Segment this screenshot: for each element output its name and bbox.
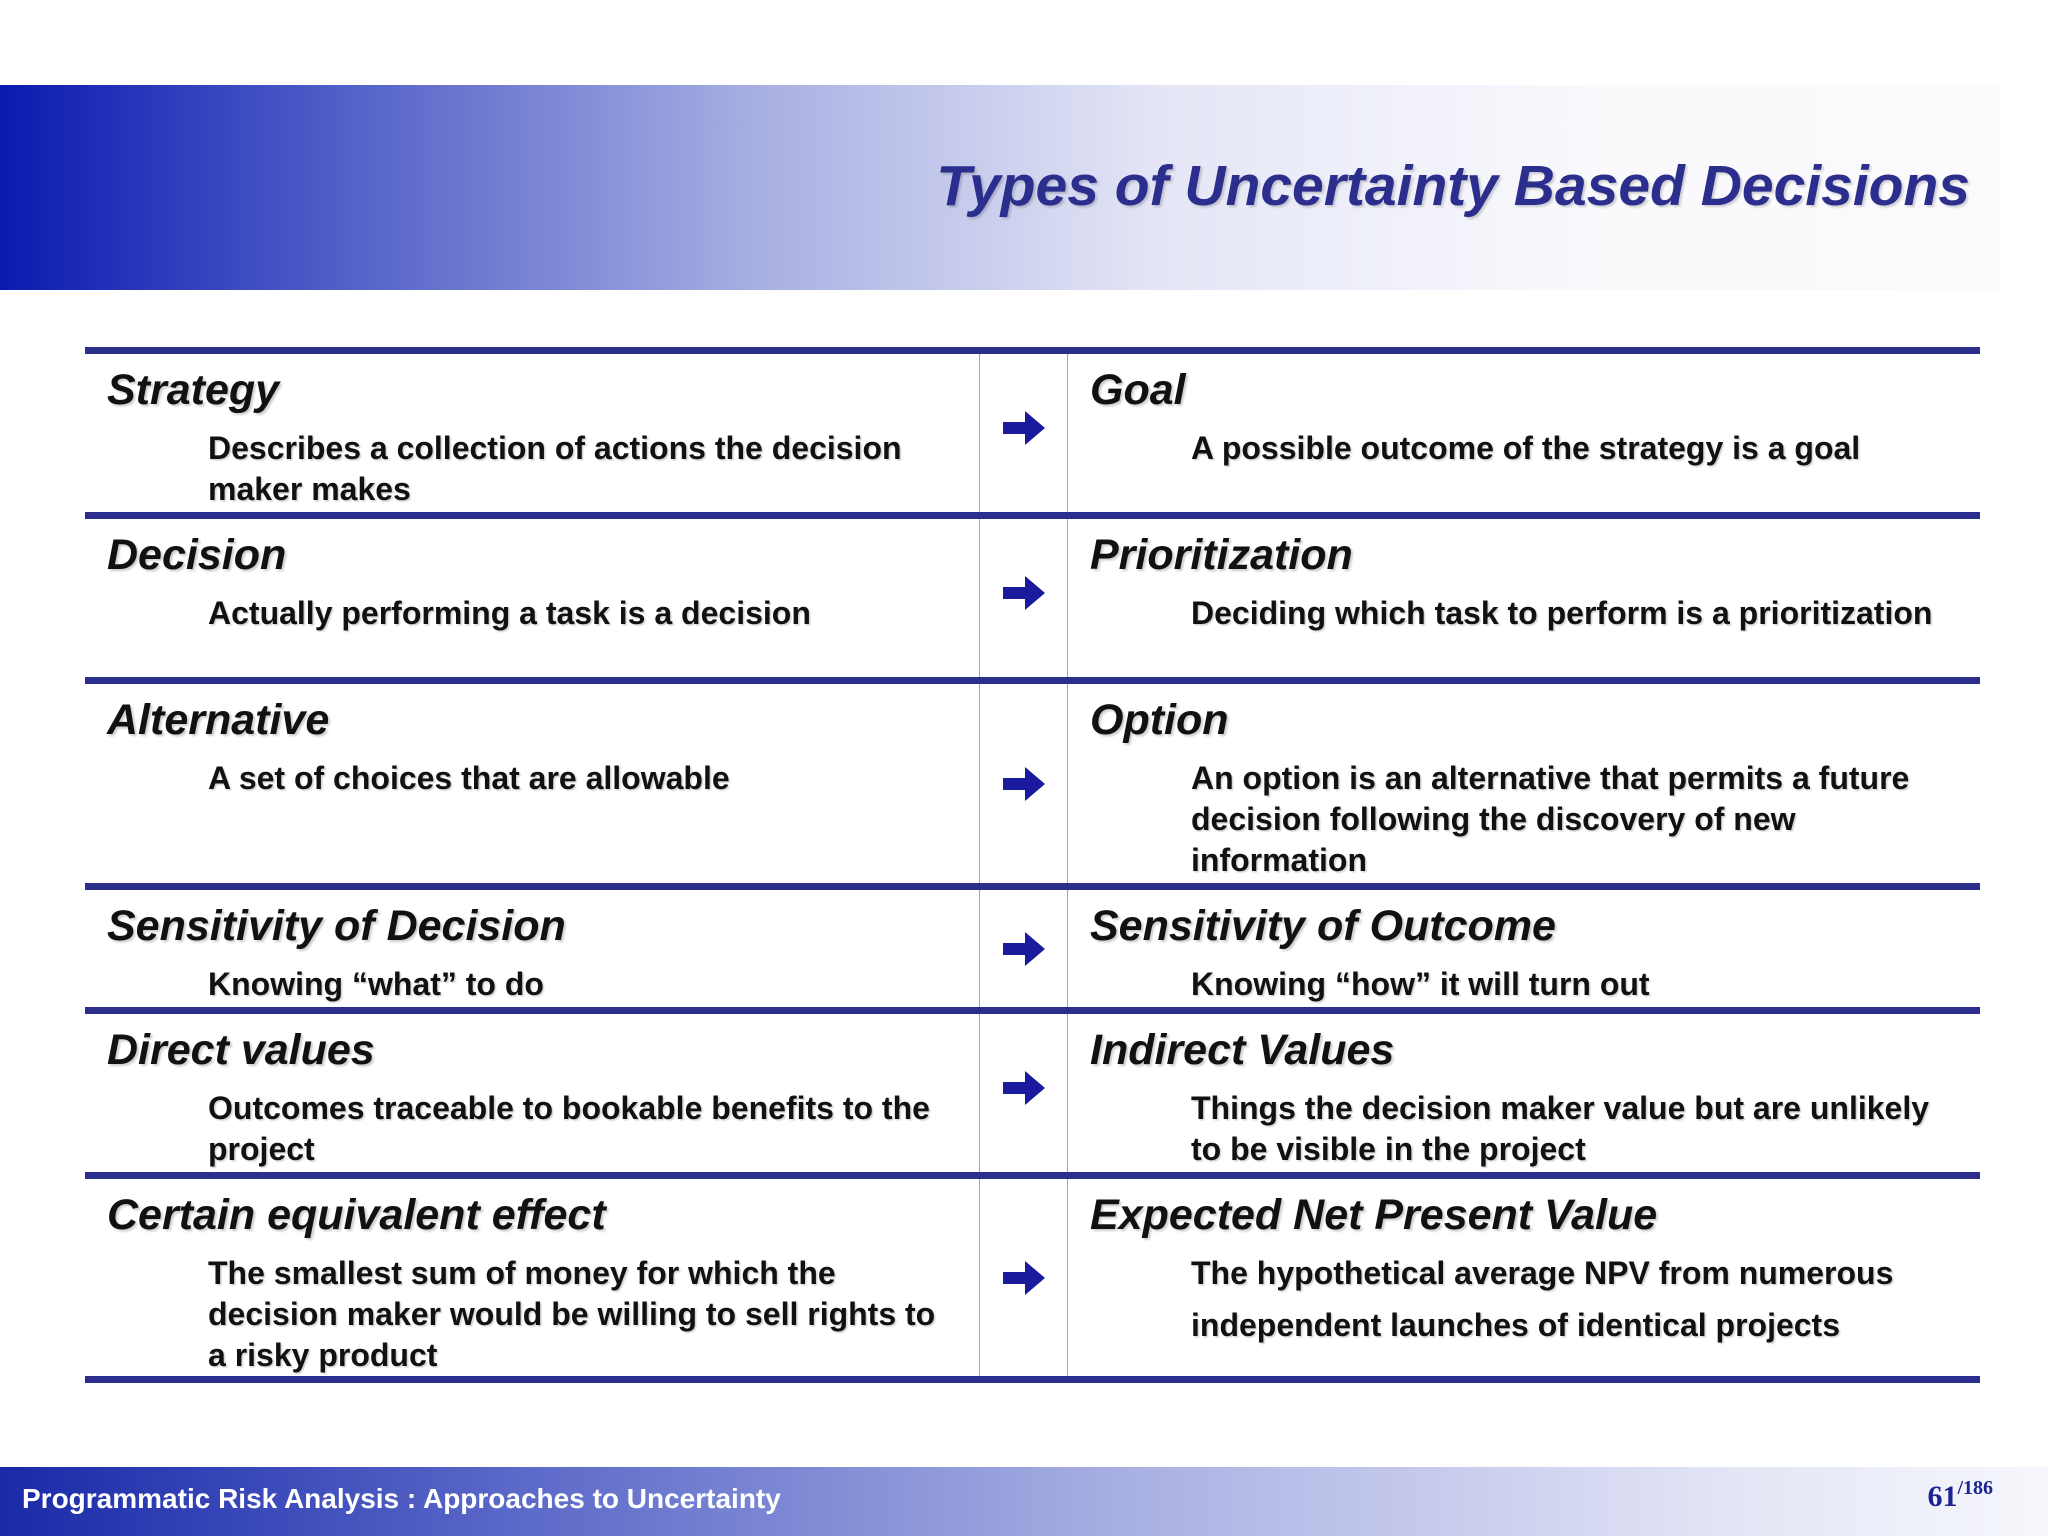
arrow-cell xyxy=(980,684,1068,883)
right-description: Deciding which task to perform is a prioritization xyxy=(1191,595,1933,631)
left-term: Strategy xyxy=(107,366,280,414)
course-title: Programmatic Risk Analysis : Approaches to Uncertainty xyxy=(22,1483,781,1514)
right-description: An option is an alternative that permits a future decision following the discovery of new information xyxy=(1191,760,1910,878)
right-description: Knowing “how” it will turn out xyxy=(1191,966,1650,1002)
right-term: Option xyxy=(1090,696,1229,744)
arrow-cell xyxy=(980,1014,1068,1172)
right-term: Prioritization xyxy=(1090,531,1353,579)
right-arrow-icon xyxy=(1001,573,1047,613)
right-arrow-icon xyxy=(1001,929,1047,969)
right-cell xyxy=(1068,1179,1980,1376)
left-term: Decision xyxy=(107,531,287,579)
total-pages: /186 xyxy=(1957,1477,1993,1499)
right-description: A possible outcome of the strategy is a goal xyxy=(1191,430,1861,466)
arrow-cell xyxy=(980,519,1068,677)
left-term: Direct values xyxy=(107,1026,375,1074)
table-row xyxy=(85,347,1980,512)
right-cell xyxy=(1068,354,1980,512)
arrow-cell xyxy=(980,354,1068,512)
table-row xyxy=(85,512,1980,677)
right-cell xyxy=(1068,684,1980,883)
right-term: Indirect Values xyxy=(1090,1026,1395,1074)
left-description: Describes a collection of actions the decision maker makes xyxy=(208,430,902,507)
right-arrow-icon xyxy=(1001,764,1047,804)
left-description: Outcomes traceable to bookable benefits to the project xyxy=(208,1090,930,1167)
right-arrow-icon xyxy=(1001,1258,1047,1298)
left-description: Actually performing a task is a decision xyxy=(208,595,811,631)
left-term: Alternative xyxy=(107,696,330,744)
right-cell xyxy=(1068,519,1980,677)
left-cell xyxy=(85,519,980,677)
arrow-cell xyxy=(980,890,1068,1007)
right-term: Sensitivity of Outcome xyxy=(1090,902,1556,950)
left-term: Sensitivity of Decision xyxy=(107,902,566,950)
left-description: Knowing “what” to do xyxy=(208,966,544,1002)
right-description: The hypothetical average NPV from numerous independent launches of identical projects xyxy=(1191,1255,1894,1343)
left-cell xyxy=(85,1014,980,1172)
footer-bar xyxy=(0,1467,2048,1536)
right-term: Goal xyxy=(1090,366,1186,414)
title-banner xyxy=(0,85,2000,290)
right-arrow-icon xyxy=(1001,408,1047,448)
page-number xyxy=(1927,1477,1993,1514)
left-cell xyxy=(85,1179,980,1376)
right-description: Things the decision maker value but are unlikely to be visible in the project xyxy=(1191,1090,1929,1167)
right-term: Expected Net Present Value xyxy=(1090,1191,1658,1239)
right-cell xyxy=(1068,1014,1980,1172)
left-description: The smallest sum of money for which the decision maker would be willing to sell rights to a risky product xyxy=(208,1255,936,1373)
comparison-table xyxy=(85,347,1980,1383)
left-cell xyxy=(85,684,980,883)
right-cell xyxy=(1068,890,1980,1007)
table-row xyxy=(85,1172,1980,1383)
right-arrow-icon xyxy=(1001,1068,1047,1108)
left-cell xyxy=(85,890,980,1007)
arrow-cell xyxy=(980,1179,1068,1376)
table-row xyxy=(85,1007,1980,1172)
current-page: 61 xyxy=(1927,1480,1958,1513)
table-row xyxy=(85,883,1980,1007)
left-description: A set of choices that are allowable xyxy=(208,760,730,796)
left-cell xyxy=(85,354,980,512)
slide-title: Types of Uncertainty Based Decisions xyxy=(936,154,1970,218)
left-term: Certain equivalent effect xyxy=(107,1191,606,1239)
table-row xyxy=(85,677,1980,883)
